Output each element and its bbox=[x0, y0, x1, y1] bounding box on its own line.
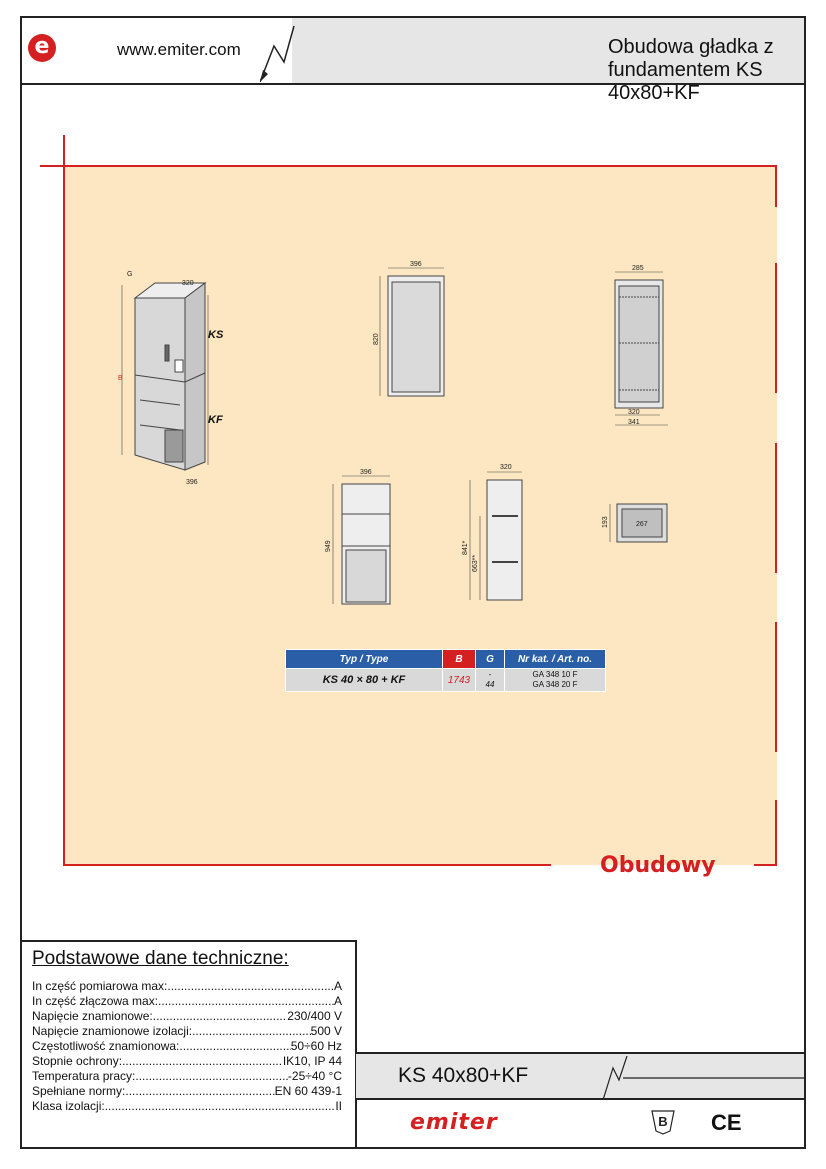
header-b: B bbox=[443, 650, 476, 669]
tech-row: Napięcie znamionowe izolacji: ..... 500 V bbox=[32, 1024, 342, 1039]
dim-front-width: 396 bbox=[410, 261, 422, 268]
tech-data-box bbox=[22, 940, 357, 1149]
tech-heading: Podstawowe dane techniczne: bbox=[32, 948, 289, 969]
dim-iso-width: 320 bbox=[182, 280, 194, 287]
cell-g-2: 44 bbox=[485, 680, 495, 689]
section-label: Obudowy bbox=[600, 853, 716, 878]
dim-side2-top: 320 bbox=[500, 464, 512, 471]
dim-side-bottom-1: 320 bbox=[628, 409, 640, 416]
ce-mark-icon: CE bbox=[711, 1110, 742, 1135]
cell-art-2: GA 348 20 F bbox=[532, 680, 578, 689]
header-g: G bbox=[476, 650, 505, 669]
cell-b: 1743 bbox=[443, 669, 476, 692]
cell-g-1: - bbox=[488, 670, 492, 679]
tech-list bbox=[32, 979, 342, 1114]
kf-front-view bbox=[333, 476, 390, 604]
kf-label: KF bbox=[208, 414, 223, 426]
dim-side2-h2: 663** bbox=[472, 554, 479, 572]
dim-b-label: B bbox=[118, 375, 123, 382]
side-internal-view bbox=[615, 272, 668, 425]
tech-row: Klasa izolacji: ..... II bbox=[32, 1099, 342, 1114]
dim-side-top: 285 bbox=[632, 265, 644, 272]
tech-row: Spełniane normy: ..... EN 60 439-1 bbox=[32, 1084, 342, 1099]
isometric-view bbox=[122, 283, 208, 470]
b-certification-icon bbox=[650, 1109, 676, 1135]
emiter-logo-icon: e bbox=[28, 34, 56, 62]
tech-row: Napięcie znamionowe: ..... 230/400 V bbox=[32, 1009, 342, 1024]
svg-text:B: B bbox=[658, 1114, 668, 1129]
tech-row: Częstotliwość znamionowa: ..... 50÷60 Hz bbox=[32, 1039, 342, 1054]
tech-row: In część pomiarowa max: ..... A bbox=[32, 979, 342, 994]
cell-type: KS 40 × 80 + KF bbox=[286, 669, 443, 692]
cell-g bbox=[476, 669, 505, 692]
brand-box bbox=[356, 1098, 804, 1149]
dim-side2-h1: 841* bbox=[462, 540, 469, 555]
website-url[interactable]: www.emiter.com bbox=[117, 40, 241, 59]
lightning-divider-icon bbox=[601, 1056, 804, 1100]
dim-g-label: G bbox=[127, 271, 133, 278]
header-type: Typ / Type bbox=[286, 650, 443, 669]
tech-row: Stopnie ochrony: ..... IK10, IP 44 bbox=[32, 1054, 342, 1069]
dim-side-bottom-2: 341 bbox=[628, 419, 640, 426]
emiter-brand-logo: emiter bbox=[410, 1110, 498, 1135]
dim-front-height: 820 bbox=[373, 333, 380, 345]
cell-art-1: GA 348 10 F bbox=[532, 670, 578, 679]
dim-iso-depth: 396 bbox=[186, 479, 198, 486]
product-table bbox=[285, 649, 606, 692]
model-name: KS 40x80+KF bbox=[398, 1064, 529, 1087]
tech-row: In część złączowa max: ..... A bbox=[32, 994, 342, 1009]
front-view bbox=[380, 268, 444, 396]
tech-row: Temperatura pracy: ..... -25÷40 °C bbox=[32, 1069, 342, 1084]
model-box bbox=[356, 1052, 804, 1100]
ks-label: KS bbox=[208, 329, 224, 341]
table-row bbox=[286, 669, 606, 692]
dim-plan-width: 267 bbox=[636, 521, 648, 528]
dim-plan-height: 193 bbox=[602, 516, 609, 528]
dim-kf-width: 396 bbox=[360, 469, 372, 476]
cell-art bbox=[505, 669, 606, 692]
side-view-2 bbox=[470, 472, 522, 600]
page-title: Obudowa gładka z fundamentem KS 40x80+KF bbox=[608, 36, 774, 104]
dim-kf-height: 949 bbox=[325, 540, 332, 552]
header-art: Nr kat. / Art. no. bbox=[505, 650, 606, 669]
